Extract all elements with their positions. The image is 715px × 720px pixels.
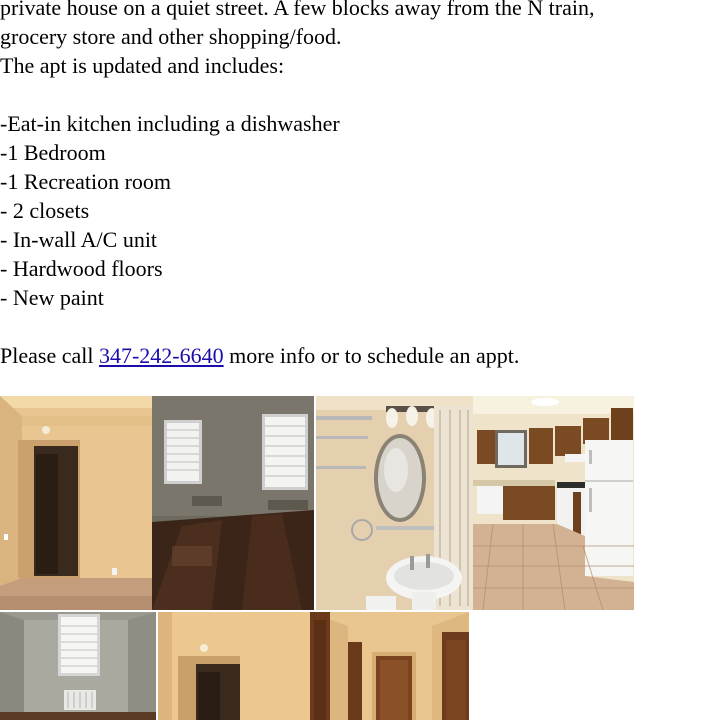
photo-kitchen[interactable] xyxy=(473,396,634,610)
feature-item: -Eat-in kitchen including a dishwasher xyxy=(0,111,340,136)
hallway-doors-image xyxy=(310,612,469,720)
feature-item: - Hardwood floors xyxy=(0,256,163,281)
intro-line-1: private house on a quiet street. A few blocks away from the N train, xyxy=(0,0,595,20)
bathroom-image xyxy=(316,396,473,610)
phone-link[interactable]: 347-242-6640 xyxy=(98,343,224,368)
bedroom-image xyxy=(152,396,314,610)
doorway-image xyxy=(158,612,310,720)
contact-line xyxy=(0,341,715,370)
kitchen-image xyxy=(473,396,634,610)
photo-hallway[interactable] xyxy=(0,396,152,610)
small-room-image xyxy=(0,612,156,720)
contact-prefix: Please call xyxy=(0,343,99,368)
contact-suffix: more info or to schedule an appt. xyxy=(223,343,520,368)
blank-line xyxy=(0,80,715,109)
feature-item: - 2 closets xyxy=(0,198,90,223)
hallway-image xyxy=(0,396,152,610)
photo-bedroom-windows[interactable] xyxy=(152,396,314,610)
photo-small-room[interactable] xyxy=(0,612,156,720)
intro-line-2: grocery store and other shopping/food. xyxy=(0,24,342,49)
feature-item: -1 Bedroom xyxy=(0,140,106,165)
photo-doorway[interactable] xyxy=(158,612,310,720)
intro-line-3: The apt is updated and includes: xyxy=(0,53,285,78)
photo-hallway-doors[interactable] xyxy=(310,612,469,720)
feature-item: - In-wall A/C unit xyxy=(0,227,158,252)
photo-bathroom[interactable] xyxy=(316,396,473,610)
feature-item: -1 Recreation room xyxy=(0,169,172,194)
blank-line xyxy=(0,312,715,341)
feature-item: - New paint xyxy=(0,285,104,310)
